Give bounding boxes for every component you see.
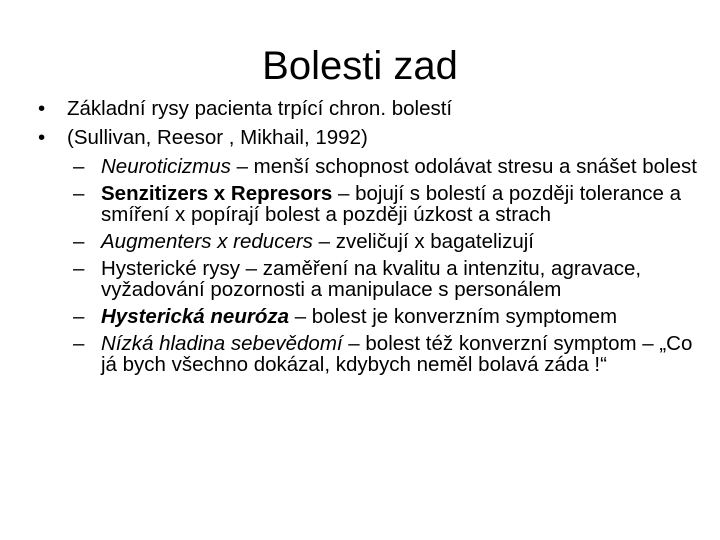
sub-item-neuroticizmus	[0, 156, 720, 177]
bullet-list	[0, 94, 720, 152]
bullet-text: (Sullivan, Reesor , Mikhail, 1992)	[67, 126, 368, 149]
dash-marker: –	[73, 230, 85, 253]
sub-item-hystericka-neuroza	[0, 306, 720, 327]
dash-marker: –	[73, 257, 85, 280]
dash-marker: –	[73, 305, 85, 328]
sub-item-text: – bolest je konverzním symptomem	[289, 305, 618, 328]
sub-item-sebevedomi	[0, 333, 720, 375]
slide-title: Bolesti zad	[262, 44, 458, 88]
sub-item-text: – zveličují x bagatelizují	[312, 230, 534, 253]
sub-item-term: Neuroticizmus	[101, 155, 231, 178]
sub-item-term: Nízká hladina sebevědomí	[101, 332, 343, 355]
bullet-marker: •	[38, 126, 46, 149]
sub-item-term: Senzitizers x Represors	[101, 182, 333, 205]
sub-item-senzitizers	[0, 183, 720, 225]
sub-item-text: – bojují s bolestí a později tolerance a smíření x popírají bolest a později úzkost a strach	[101, 182, 682, 226]
dash-marker: –	[73, 332, 85, 355]
bullet-text: Základní rysy pacienta trpící chron. bolestí	[67, 97, 453, 120]
sub-item-text: Hysterické rysy – zaměření na kvalitu a intenzitu, agravace, vyžadování pozornosti a manipulace s personálem	[101, 257, 642, 301]
dash-marker: –	[73, 155, 85, 178]
sub-item-term: Augmenters x reducers	[101, 230, 313, 253]
bullet-item	[0, 94, 720, 123]
sub-item-text: – bolest též konverzní symptom – „Co já bych všechno dokázal, kdybych neměl bolavá záda !“	[101, 332, 693, 376]
sub-item-text: – menší schopnost odolávat stresu a snášet bolest	[230, 155, 697, 178]
sub-item-hystericke-rysy	[0, 258, 720, 300]
bullet-marker: •	[38, 97, 46, 120]
bullet-item	[0, 123, 720, 152]
dash-marker: –	[73, 182, 85, 205]
sub-item-term: Hysterická neuróza	[101, 305, 290, 328]
sub-item-augmenters	[0, 231, 720, 252]
sub-bullet-list	[0, 150, 720, 375]
